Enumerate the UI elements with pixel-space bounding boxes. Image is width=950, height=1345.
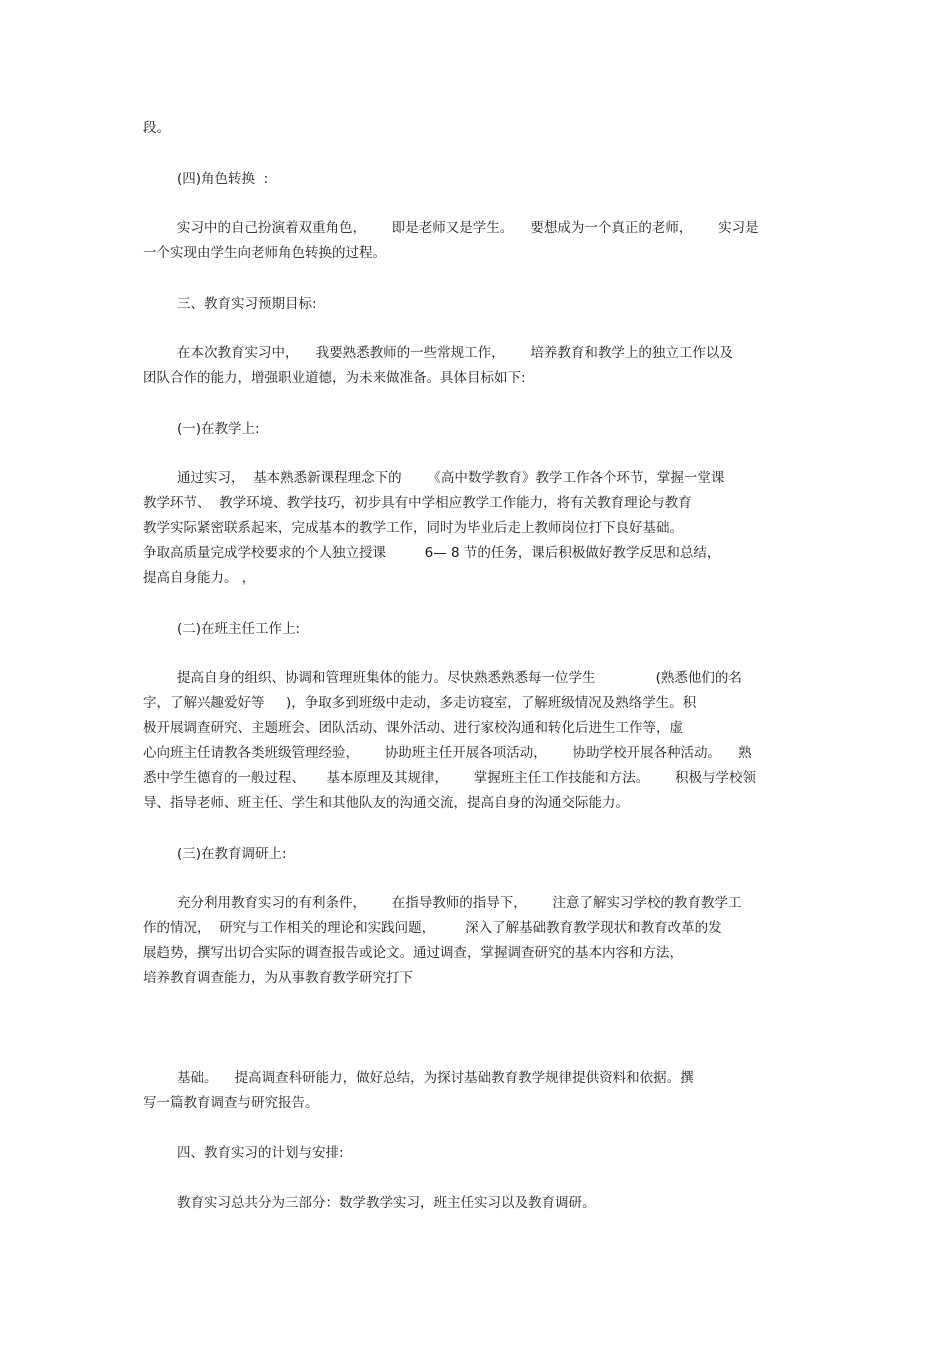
paragraph-line: 展趋势，撰写出切合实际的调查报告或论文。通过调查，掌握调查研究的基本内容和方法， bbox=[143, 945, 683, 961]
paragraph-line: 心向班主任请教各类班级管理经验， 协助班主任开展各项活动， 协助学校开展各种活动。 熟 bbox=[143, 745, 752, 761]
paragraph-line: 实习中的自己扮演着双重角色， 即是老师又是学生。 要想成为一个真正的老师， 实习是 bbox=[177, 220, 759, 236]
section-heading: 四、教育实习的计划与安排: bbox=[177, 1145, 344, 1161]
paragraph-line: 一个实现由学生向老师角色转换的过程。 bbox=[143, 245, 386, 261]
paragraph-line: 充分利用教育实习的有利条件， 在指导教师的指导下， 注意了解实习学校的教育教学工 bbox=[177, 895, 742, 911]
paragraph-line: 培养教育调查能力，为从事教育教学研究打下 bbox=[143, 970, 413, 986]
paragraph-line: 作的情况， 研究与工作相关的理论和实践问题， 深入了解基础教育教学现状和教育改革的发 bbox=[143, 920, 722, 936]
paragraph-line: 写一篇教育调查与研究报告。 bbox=[143, 1095, 319, 1111]
paragraph-line: 教学实际紧密联系起来，完成基本的教学工作，同时为毕业后走上教师岗位打下良好基础。 bbox=[143, 520, 683, 536]
paragraph-line: 教育实习总共分为三部分：数学教学实习，班主任实习以及教育调研。 bbox=[177, 1195, 596, 1211]
paragraph-line: 导、指导老师、班主任、学生和其他队友的沟通交流，提高自身的沟通交际能力。 bbox=[143, 795, 629, 811]
text-line: 段。 bbox=[143, 120, 170, 136]
paragraph-line: 提高自身的组织、协调和管理班集体的能力。尽快熟悉熟悉每一位学生 (熟悉他们的名 bbox=[177, 670, 742, 686]
section-heading: (一)在教学上: bbox=[177, 421, 260, 437]
paragraph-line: 在本次教育实习中， 我要熟悉教师的一些常规工作， 培养教育和教学上的独立工作以及 bbox=[177, 345, 733, 361]
paragraph-line: 团队合作的能力，增强职业道德，为未来做准备。具体目标如下: bbox=[143, 370, 526, 386]
paragraph-line: 极开展调查研究、主题班会、团队活动、课外活动、进行家校沟通和转化后进生工作等，虚 bbox=[143, 720, 683, 736]
section-heading: 三、教育实习预期目标: bbox=[177, 296, 317, 312]
paragraph-line: 基础。 提高调查科研能力，做好总结，为探讨基础教育教学规律提供资料和依据。撰 bbox=[177, 1070, 694, 1086]
paragraph-line: 提高自身能力。 ， bbox=[143, 570, 256, 586]
section-heading: (三)在教育调研上: bbox=[177, 846, 287, 862]
paragraph-line: 通过实习， 基本熟悉新课程理念下的 《高中数学教育》教学工作各个环节，掌握一堂课 bbox=[177, 470, 725, 486]
section-heading: (四)角色转换 : bbox=[177, 171, 269, 187]
paragraph-line: 字，了解兴趣爱好等 )，争取多到班级中走动，多走访寝室，了解班级情况及熟络学生。积 bbox=[143, 695, 697, 711]
paragraph-line: 悉中学生德育的一般过程、 基本原理及其规律， 掌握班主任工作技能和方法。 积极与学校领 bbox=[143, 770, 756, 786]
paragraph-line: 争取高质量完成学校要求的个人独立授课 6— 8 节的任务，课后积极做好教学反思和总结， bbox=[143, 545, 721, 561]
paragraph-line: 教学环节、 教学环境、教学技巧，初步具有中学相应教学工作能力，将有关教育理论与教育 bbox=[143, 495, 692, 511]
section-heading: (二)在班主任工作上: bbox=[177, 621, 301, 637]
